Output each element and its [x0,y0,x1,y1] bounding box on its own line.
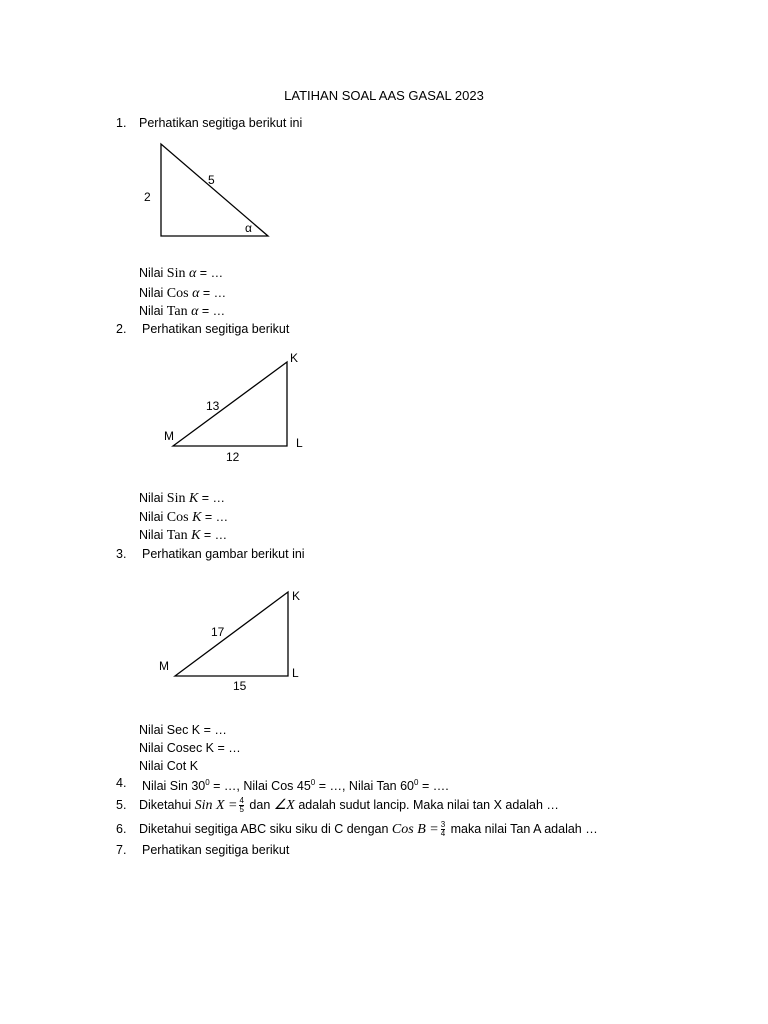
q1-text: Perhatikan segitiga berikut ini [139,116,303,130]
q3-vertex-m: M [159,659,169,673]
q2-vertex-k: K [290,351,299,365]
q1-side-left-label: 2 [144,190,151,204]
q5-fraction: $\frac{4}{5}$ [239,796,244,815]
q3-triangle [175,592,288,676]
q7-text: Perhatikan segitiga berikut [142,843,290,857]
q6-fraction: $\frac{3}{4}$ [440,820,446,839]
q3-line-sec: Nilai Sec K = … [139,723,227,737]
q1-line-sin: Nilai Sin α = … [139,266,224,281]
q4-text: Nilai Sin $30^0$ = …, Nilai Cos $45^0$ = …, Nilai Tan $60^0$ = …. [142,778,449,794]
q6-number: 6. [116,822,127,836]
q7-number: 7. [116,843,127,857]
q2-line-sin: Nilai Sin K = … [139,491,226,506]
q3-number: 3. [116,547,127,561]
q2-base-label: 12 [226,450,240,464]
page-title: LATIHAN SOAL AAS GASAL 2023 [284,88,484,103]
q3-line-cot: Nilai Cot K [139,759,199,773]
q3-vertex-k: K [292,589,301,603]
q5-number: 5. [116,798,127,812]
q3-hyp-label: 17 [211,625,225,639]
q5-text: Diketahui Sin X = $\frac{4}{5}$ dan ∠X adalah sudut lancip. Maka nilai tan X adalah … [139,796,559,815]
q6-text: Diketahui segitiga ABC siku siku di C dengan Cos B = $\frac{3}{4}$ maka nilai Tan A adalah … [139,820,598,839]
q2-number: 2. [116,322,127,336]
q2-vertex-m: M [164,429,174,443]
q2-text: Perhatikan segitiga berikut [142,322,290,336]
q3-text: Perhatikan gambar berikut ini [142,547,305,561]
q2-line-cos: Nilai Cos K = … [139,510,229,525]
q3-line-cosec: Nilai Cosec K = … [139,741,241,755]
q4-number: 4. [116,776,127,790]
q3-vertex-l: L [292,666,299,680]
q1-line-cos: Nilai Cos α = … [139,286,227,301]
q1-angle-label: α [245,221,252,235]
q3-base-label: 15 [233,679,247,693]
q2-vertex-l: L [296,436,303,450]
q1-line-tan: Nilai Tan α = … [139,304,226,319]
q1-number: 1. [116,116,127,130]
q2-hyp-label: 13 [206,399,220,413]
q1-hyp-label: 5 [208,173,215,187]
q2-line-tan: Nilai Tan K = … [139,528,228,543]
